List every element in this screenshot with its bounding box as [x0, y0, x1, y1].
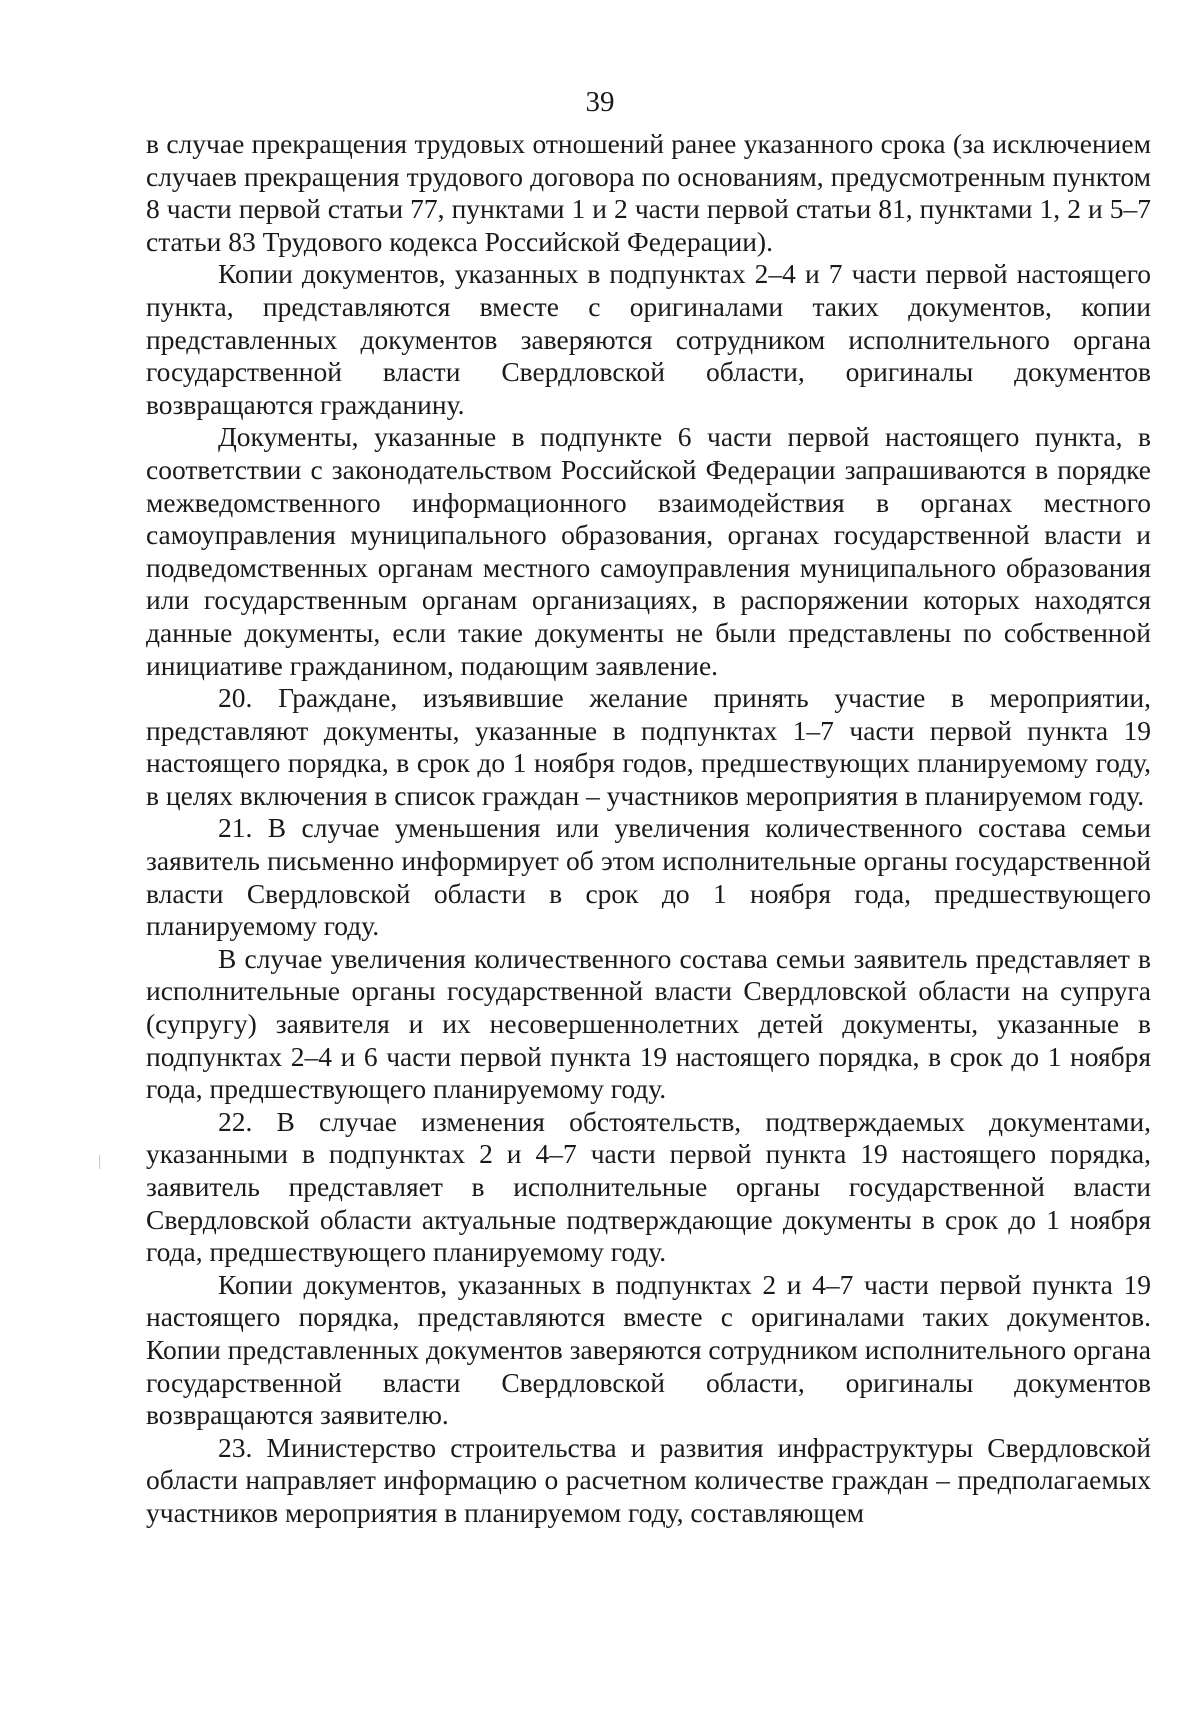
page-number: 39 — [585, 86, 615, 118]
scan-artifact — [99, 1155, 100, 1169]
paragraph-interagency-request: Документы, указанные в подпункте 6 части первой настоящего пункта, в соответствии с законодательством Российской Федерации запрашиваются в порядке межведомственного информационного взаимодействия в органах местного самоуправления муниципального образования, органах государственной власти и подведомственных органам местного самоуправления муниципального образования или государственным органам организациях, в распоряжении которых находятся данные документы, если такие документы не были представлены по собственной инициативе гражданином, подающим заявление. — [146, 421, 1151, 681]
document-body — [146, 128, 1151, 1530]
paragraph-family-increase: В случае увеличения количественного состава семьи заявитель представляет в исполнительные органы государственной власти Свердловской области на супруга (супругу) заявителя и их несовершеннолетних детей документы, указанные в подпунктах 2–4 и 6 части первой пункта 19 настоящего порядка, в срок до 1 ноября года, предшествующего планируемому году. — [146, 942, 1151, 1105]
paragraph-copies-documents: Копии документов, указанных в подпунктах 2–4 и 7 части первой настоящего пункта, представляются вместе с оригиналами таких документов, копии представленных документов заверяются сотрудником исполнительного органа государственной власти Свердловской области, оригиналы документов возвращаются гражданину. — [146, 258, 1151, 420]
paragraph-copies-return: Копии документов, указанных в подпунктах 2 и 4–7 части первой пункта 19 настоящего порядка, представляются вместе с оригиналами таких документов. Копии представленных документов заверяются сотрудником исполнительного органа государственной власти Свердловской области, оригиналы документов возвращаются заявителю. — [146, 1268, 1151, 1431]
paragraph-item-21: 21. В случае уменьшения или увеличения количественного состава семьи заявитель письменно информирует об этом исполнительные органы государственной власти Свердловской области в срок до 1 ноября года, предшествующего планируемому году. — [146, 812, 1151, 942]
paragraph-continuation: в случае прекращения трудовых отношений ранее указанного срока (за исключением случаев прекращения трудового договора по основаниям, предусмотренным пунктом 8 части первой статьи 77, пунктами 1 и 2 части первой статьи 81, пунктами 1, 2 и 5–7 статьи 83 Трудового кодекса Российской Федерации). — [146, 128, 1151, 257]
paragraph-item-22: 22. В случае изменения обстоятельств, подтверждаемых документами, указанными в подпунктах 2 и 4–7 части первой пункта 19 настоящего порядка, заявитель представляет в исполнительные органы государственной власти Свердловской области актуальные подтверждающие документы в срок до 1 ноября года, предшествующего планируемому году. — [146, 1105, 1151, 1268]
paragraph-item-20: 20. Граждане, изъявившие желание принять участие в мероприятии, представляют документы, указанные в подпунктах 1–7 части первой пункта 19 настоящего порядка, в срок до 1 ноября годов, предшествующих планируемому году, в целях включения в список граждан – участников мероприятия в планируемом году. — [146, 682, 1151, 811]
paragraph-item-23: 23. Министерство строительства и развития инфраструктуры Свердловской области направляет информацию о расчетном количестве граждан – предполагаемых участников мероприятия в планируемом году, составляющем — [146, 1431, 1151, 1528]
